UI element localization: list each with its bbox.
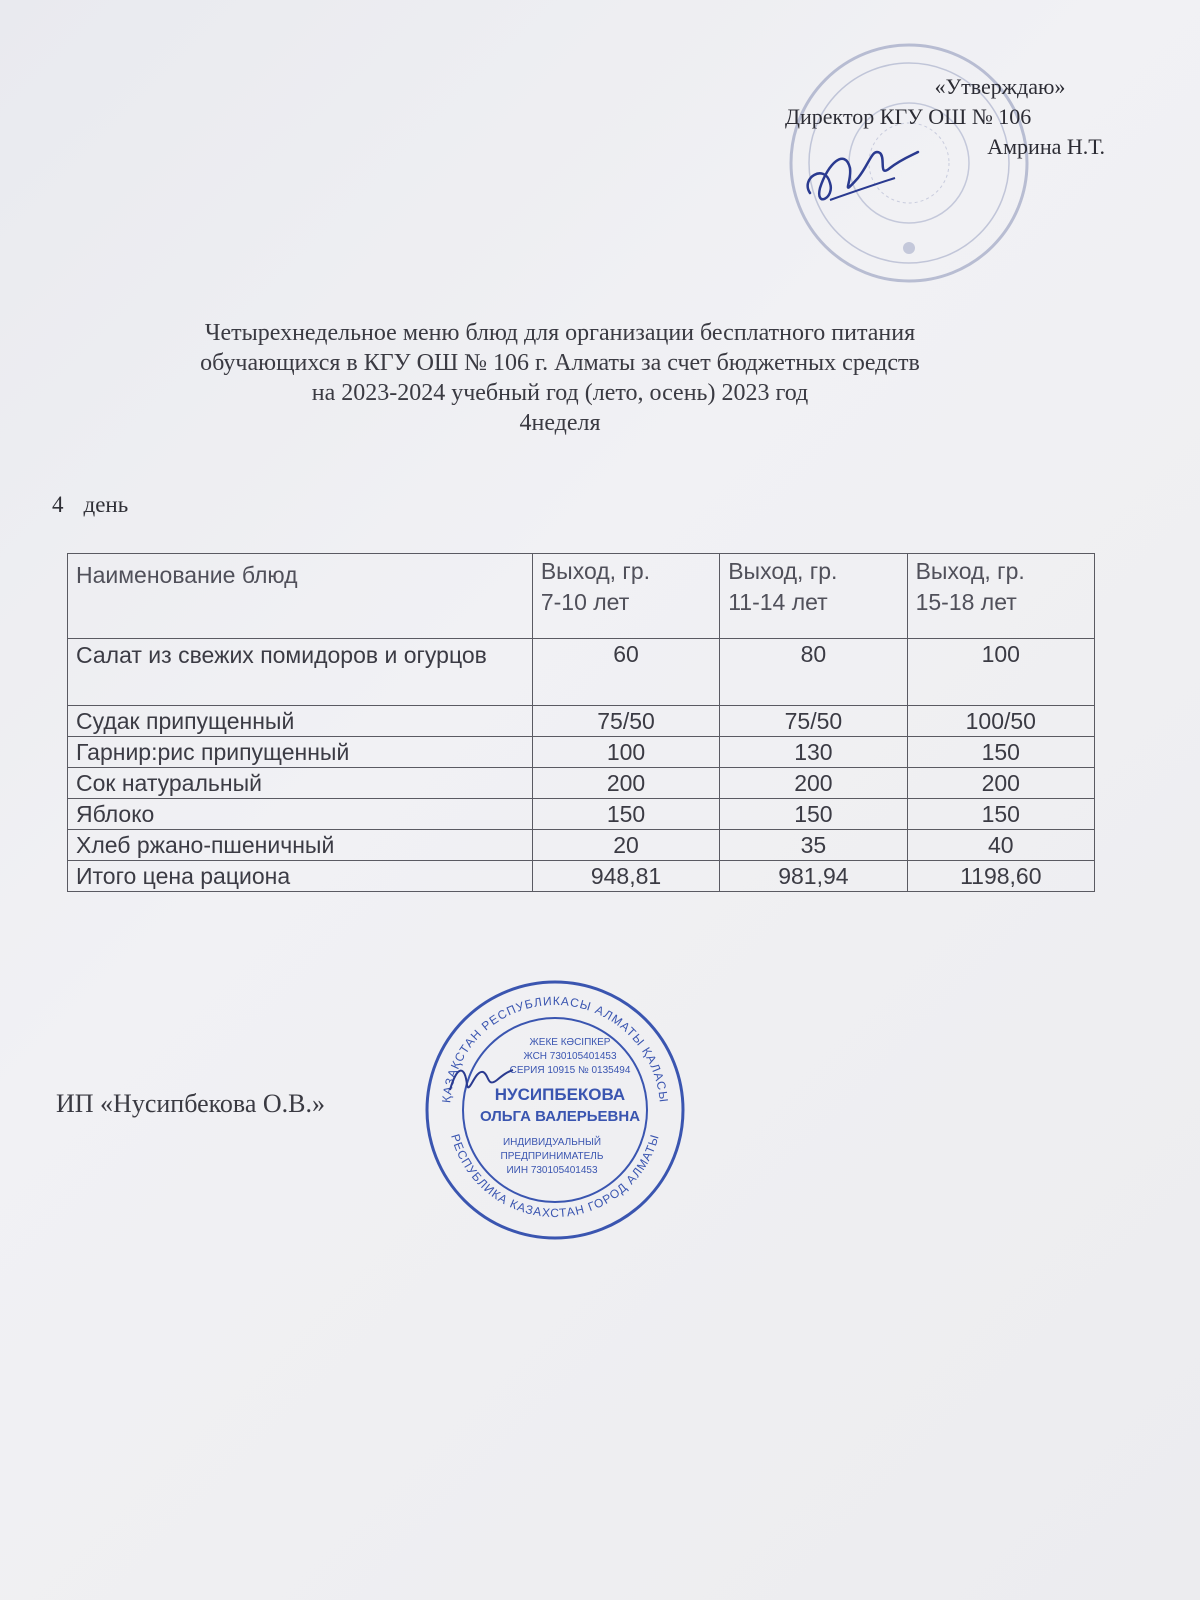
title-week: 4неделя	[519, 410, 601, 436]
approval-name: Амрина Н.Т.	[987, 134, 1105, 159]
header-yield-7-10: Выход, гр. 7-10 лет	[532, 554, 719, 639]
table-row	[68, 737, 1095, 768]
header-dish-name: Наименование блюд	[68, 554, 533, 639]
svg-text:СЕРИЯ 10915 № 0135494: СЕРИЯ 10915 № 0135494	[509, 1065, 631, 1076]
yield-15-18: 100/50	[907, 706, 1094, 737]
svg-text:ИИН 730105401453: ИИН 730105401453	[506, 1165, 598, 1176]
yield-7-10: 100	[532, 737, 719, 768]
table-row	[68, 799, 1095, 830]
day-number: 4	[52, 492, 64, 517]
approval-director: Директор КГУ ОШ № 106	[785, 104, 1032, 129]
menu-table	[67, 553, 1095, 892]
document-title	[50, 318, 1070, 438]
header-yield-15-18: Выход, гр. 15-18 лет	[907, 554, 1094, 639]
yield-7-10: 75/50	[532, 706, 719, 737]
yield-15-18: 150	[907, 737, 1094, 768]
day-label	[52, 492, 128, 518]
yield-7-10: 150	[532, 799, 719, 830]
yield-7-10: 200	[532, 768, 719, 799]
svg-text:РЕСПУБЛИКА КАЗАХСТАН ГОРОД АЛМ: РЕСПУБЛИКА КАЗАХСТАН ГОРОД АЛМАТЫ	[448, 1132, 662, 1221]
yield-11-14: 80	[720, 639, 907, 706]
dish-name: Яблоко	[68, 799, 533, 830]
dish-name: Сок натуральный	[68, 768, 533, 799]
yield-7-10: 60	[532, 639, 719, 706]
yield-7-10: 20	[532, 830, 719, 861]
dish-name: Судак припущенный	[68, 706, 533, 737]
day-word: день	[83, 492, 129, 517]
total-11-14: 981,94	[720, 861, 907, 892]
approval-heading: «Утверждаю»	[934, 74, 1066, 99]
yield-11-14: 75/50	[720, 706, 907, 737]
svg-text:ЖЕКЕ КӘСІПКЕР: ЖЕКЕ КӘСІПКЕР	[529, 1037, 611, 1048]
yield-15-18: 40	[907, 830, 1094, 861]
yield-15-18: 200	[907, 768, 1094, 799]
total-15-18: 1198,60	[907, 861, 1094, 892]
title-line-2: обучающихся в КГУ ОШ № 106 г. Алматы за счет бюджетных средств	[200, 350, 920, 376]
svg-text:ПРЕДПРИНИМАТЕЛЬ: ПРЕДПРИНИМАТЕЛЬ	[500, 1151, 604, 1162]
svg-text:ИНДИВИДУАЛЬНЫЙ: ИНДИВИДУАЛЬНЫЙ	[502, 1137, 602, 1148]
yield-11-14: 130	[720, 737, 907, 768]
table-row	[68, 706, 1095, 737]
provider-signature	[445, 1060, 515, 1100]
table-total-row	[68, 861, 1095, 892]
svg-text:ЖСН 730105401453: ЖСН 730105401453	[523, 1051, 617, 1062]
provider-stamp	[420, 975, 690, 1245]
svg-text:НУСИПБЕКОВА: НУСИПБЕКОВА	[494, 1085, 626, 1104]
total-label: Итого цена рациона	[68, 861, 533, 892]
yield-11-14: 200	[720, 768, 907, 799]
svg-text:ОЛЬГА ВАЛЕРЬЕВНА: ОЛЬГА ВАЛЕРЬЕВНА	[479, 1108, 641, 1125]
table-row	[68, 768, 1095, 799]
yield-15-18: 150	[907, 799, 1094, 830]
svg-text:ҚАЗАҚСТАН РЕСПУБЛИКАСЫ АЛМАТЫ: ҚАЗАҚСТАН РЕСПУБЛИКАСЫ АЛМАТЫ ҚАЛАСЫ	[439, 993, 671, 1104]
dish-name: Хлеб ржано-пшеничный	[68, 830, 533, 861]
yield-15-18: 100	[907, 639, 1094, 706]
dish-name: Гарнир:рис припущенный	[68, 737, 533, 768]
total-7-10: 948,81	[532, 861, 719, 892]
dish-name: Салат из свежих помидоров и огурцов	[68, 639, 533, 706]
title-line-1: Четырехнедельное меню блюд для организации бесплатного питания	[204, 320, 916, 346]
title-line-3: на 2023-2024 учебный год (лето, осень) 2023 год	[311, 380, 809, 406]
provider-label: ИП «Нусипбекова О.В.»	[56, 1089, 326, 1118]
yield-11-14: 150	[720, 799, 907, 830]
table-header-row	[68, 554, 1095, 639]
table-row	[68, 639, 1095, 706]
table-row	[68, 830, 1095, 861]
header-yield-11-14: Выход, гр. 11-14 лет	[720, 554, 907, 639]
yield-11-14: 35	[720, 830, 907, 861]
director-signature	[800, 138, 920, 218]
